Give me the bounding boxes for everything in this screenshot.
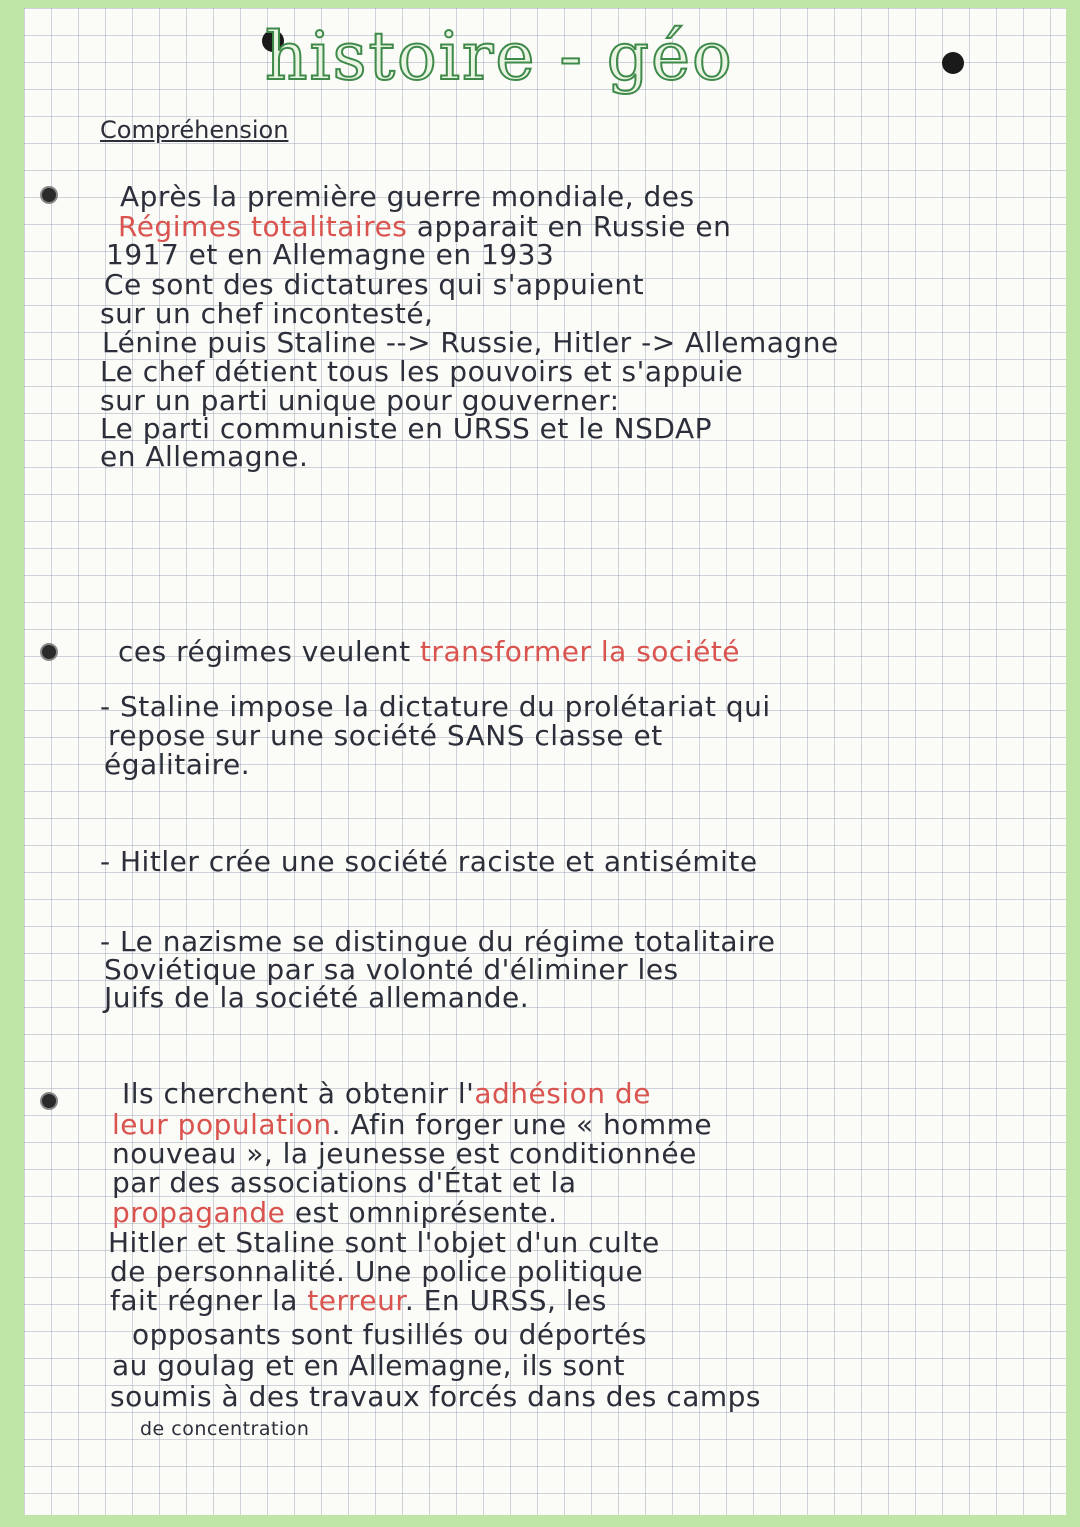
note-line [140,1418,309,1440]
note-text: nouveau », la jeunesse est conditionnée [112,1137,697,1170]
note-text: par des associations d'État et la [112,1166,577,1199]
highlighted-keyword: transformer la société [419,635,741,668]
note-line [100,440,308,473]
highlighted-keyword: terreur [307,1284,405,1317]
note-text: au goulag et en Allemagne, ils sont [112,1349,625,1382]
note-text: . En URSS, les [404,1284,607,1317]
note-line [104,981,529,1014]
note-line [110,1380,761,1413]
note-text: - Hitler crée une société raciste et antisémite [100,845,758,878]
note-line [110,1284,607,1317]
note-line [112,1196,558,1229]
highlighted-keyword: adhésion de [474,1077,651,1110]
note-text: Ce sont des dictatures qui s'appuient [104,268,645,301]
note-text: apparait en Russie en [407,210,732,243]
bullet-point-icon [40,1092,58,1110]
note-text: - Le nazisme se distingue du régime totalitaire [100,925,776,958]
note-text: . Afin forger une « homme [331,1108,713,1141]
note-text: 1917 et en Allemagne en 1933 [106,238,555,271]
note-text: Lénine puis Staline --> Russie, Hitler -> Allemagne [102,326,839,359]
note-line [100,845,758,878]
note-line [118,635,740,668]
binder-hole-right [942,52,964,74]
note-line [122,1077,651,1110]
note-text: Soviétique par sa volonté d'éliminer les [104,953,679,986]
note-text: est omniprésente. [285,1196,558,1229]
bullet-point-icon [40,643,58,661]
note-line [132,1318,647,1351]
note-line [112,1166,576,1199]
note-text: Hitler et Staline sont l'objet d'un culte [108,1226,660,1259]
note-text: Juifs de la société allemande. [104,981,530,1014]
note-text: sur un chef incontesté, [100,297,434,330]
note-text: Après la première guerre mondiale, des [120,180,695,213]
note-text: - Staline impose la dictature du prolétariat qui [100,690,771,723]
note-text: en Allemagne. [100,440,309,473]
note-text: repose sur une société SANS classe et [108,719,663,752]
highlighted-keyword: Régimes totalitaires [118,210,408,243]
note-line [104,748,250,781]
note-text: sur un parti unique pour gouverner: [100,384,620,417]
note-text: Le parti communiste en URSS et le NSDAP [100,412,712,445]
note-text: de personnalité. Une police politique [110,1255,644,1288]
highlighted-keyword: leur population [112,1108,332,1141]
note-text: Le chef détient tous les pouvoirs et s'appuie [100,355,744,388]
note-text: égalitaire. [104,748,251,781]
page-title: histoire - géo [265,18,734,95]
note-line [120,180,695,213]
section-heading: Compréhension [100,116,289,144]
note-line [112,1349,625,1382]
note-text: fait régner la [110,1284,308,1317]
note-line [106,238,554,271]
bullet-point-icon [40,186,58,204]
note-text: de concentration [140,1418,310,1440]
note-text: ces régimes veulent [118,635,420,668]
note-text: soumis à des travaux forcés dans des camps [110,1380,761,1413]
note-text: opposants sont fusillés ou déportés [132,1318,647,1351]
highlighted-keyword: propagande [112,1196,286,1229]
note-text: Ils cherchent à obtenir l' [122,1077,475,1110]
